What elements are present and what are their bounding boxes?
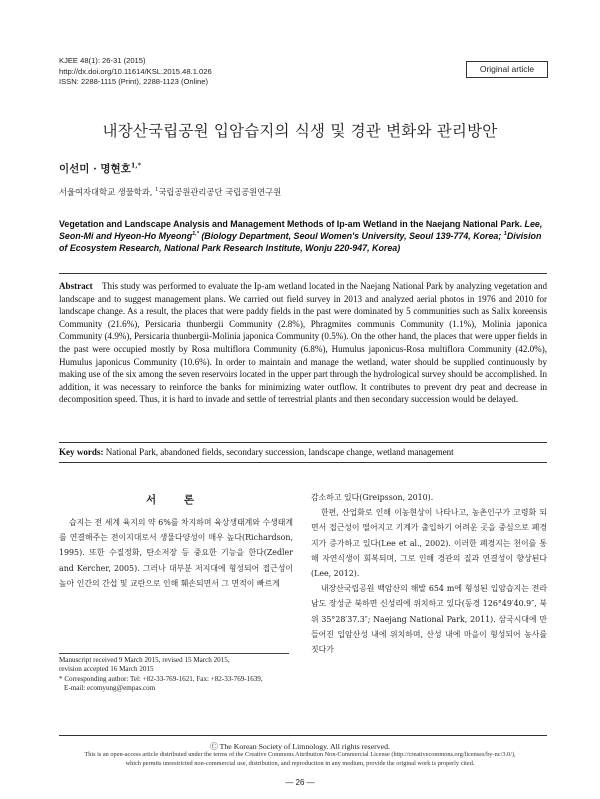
keywords-text: National Park, abandoned fields, secondary succession, landscape change, wetland management [103, 447, 454, 457]
abstract-top-rule [59, 273, 547, 274]
korean-authors [59, 161, 141, 176]
english-affiliation-2: Division of Ecosystem Research, National Park Research Institute, Wonju 220-947, Korea) [59, 231, 542, 254]
affiliation-sup: 1 [155, 187, 159, 194]
received-note: Manuscript received 9 March 2015, revised 15 March 2015, [59, 656, 230, 664]
keywords-bottom-rule [59, 462, 547, 463]
footnotes [59, 656, 293, 693]
journal-meta [59, 56, 212, 88]
accepted-note: revision accepted 16 March 2015 [59, 665, 154, 674]
article-type-badge: Original article [466, 61, 548, 78]
english-authors: Lee, Seon-Mi and Hyeon-Ho Myeong [59, 219, 543, 242]
intro-right-paragraph-3: 내장산국립공원 백암산의 해발 654 m에 형성된 입암습지는 전라남도 장성군 북하면 신성리에 위치하고 있다(동경 126°49′40.9″, 북위 35°28′37.3″; Naejang National Park, 2011). 삼국시대에 만들어진 입암산성 내에 위치하며, 산성 내에 마을이 형성되어 농사를 짓다가 [311, 584, 547, 655]
korean-affiliation [59, 186, 281, 198]
email-note: E-mail: ecomyung@empas.com [64, 683, 156, 692]
corresponding-note: * Corresponding author: Tel: +82-33-769-1621, Fax: +82-33-769-1639, [59, 674, 263, 683]
author-names: 이선미 · 명현호 [59, 163, 131, 175]
english-authors-sup: 1,* [192, 231, 199, 238]
abstract-text: This study was performed to evaluate the Ip-am wetland located in the Naejang National Park by analyzing vegetation and landscape and to suggest management plans. We carried out field survey in 2013 and analyzed aerial photos in 1976 and 2010 for landscape change. As a result, the places that were paddy fields in the past were dominated by 5 communities such as Salix koreensis Community (21.6%), Persicaria thunbergii Community (2.8%), Phragmites communis Community (1.1%), Molinia japonica Community (4.9%), Persicaria thunbergii-Molinia japonica Community (0.5%). On the other hand, the places that were upper fields in the past were occupied mostly by Rosa multiflora Community (6.8%), Humulus japonicus-Rosa multiflora Community (42.0%), Humulus japonicus Community (10.6%). In order to maintain and manage the wetland, water should be supplied continuously by making use of the six among the seven reservoirs located in the upper part through the hydrological survey should be accomplished. In addition, it was necessary to reinforce the banks for minimizing water outflow. It contributes to prevent dry peat and decrease in decomposition speed. Thus, it is hard to invade and settle of terrestrial plants and then secondary succession would be delayed. [59, 281, 547, 405]
license-line-2: which permits unrestricted non-commercial use, distribution, and reproduction in any medium, provide the original work is properly cited. [125, 759, 475, 767]
abstract [59, 280, 547, 406]
keywords [59, 447, 547, 457]
intro-right-paragraph-2: 한편, 산업화로 인해 이농현상이 나타나고, 농촌인구가 고령화 되면서 접근성이 떨어지고 기계가 출입하기 어려운 곳을 중심으로 폐경지가 증가하고 있다(Lee et al., 2002). 이러한 폐경지는 천이를 통해 자연식생이 회복되며, 그로 인해 경관의 질과 연결성이 향상된다(Lee, 2012). [311, 508, 547, 579]
introduction-heading: 서 론 [146, 494, 206, 506]
keywords-top-rule [59, 442, 547, 443]
issn: ISSN: 2288-1115 (Print), 2288-1123 (Online) [59, 77, 209, 86]
keywords-label: Key words: [59, 447, 104, 457]
license-line-1: This is an open-access article distributed under the terms of the Creative Commons Attribution Non-Commercial License (http://creativecommons.org/licenses/by-nc/3.0/), [84, 751, 516, 758]
footer-rule [59, 735, 547, 736]
korean-title: 내장산국립공원 입암습지의 식생 및 경관 변화와 관리방안 [102, 122, 498, 140]
journal-ref: KJEE 48(1): 26-31 (2015) [59, 56, 146, 65]
english-affiliation-1: (Biology Department, Seoul Women's University, Seoul 139-774, Korea; [198, 231, 504, 242]
intro-right-paragraph-1: 감소하고 있다(Greipsson, 2010). [311, 493, 434, 502]
affiliation-part2: 국립공원관리공단 국립공원연구원 [158, 187, 282, 197]
intro-right-column [311, 490, 547, 657]
english-affiliation-2-sup: 1 [503, 231, 507, 238]
footnote-rule [59, 653, 289, 654]
intro-left-column [59, 515, 293, 591]
page-number: — 26 — [285, 778, 315, 787]
copyright-line: Ⓒ The Korean Society of Limnology. All rights reserved. [210, 742, 390, 751]
english-title-block [59, 218, 547, 255]
english-title: Vegetation and Landscape Analysis and Management Methods of Ip-am Wetland in the Naejang National Park. [59, 219, 523, 229]
affiliation-part1: 서울여자대학교 생물학과, [59, 187, 156, 197]
author-sup: 1,* [130, 161, 142, 170]
doi-link[interactable]: http://dx.doi.org/10.11614/KSL.2015.48.1.026 [59, 66, 212, 76]
license-text [40, 751, 560, 768]
intro-left-paragraph: 습지는 전 세계 육지의 약 6%를 차지하며 육상생태계와 수생태계를 연결해주는 전이지대로서 생물다양성이 매우 높다(Richardson, 1995). 또한 수질정화, 탄소저장 등 중요한 기능을 한다(Zedler and Kercher, 2005). 그러나 대부분 저지대에 형성되어 접근성이 높아 인간의 간섭 및 교란으로 인해 훼손되면서 그 면적이 빠르게 [59, 518, 293, 588]
abstract-label: Abstract [59, 281, 93, 291]
